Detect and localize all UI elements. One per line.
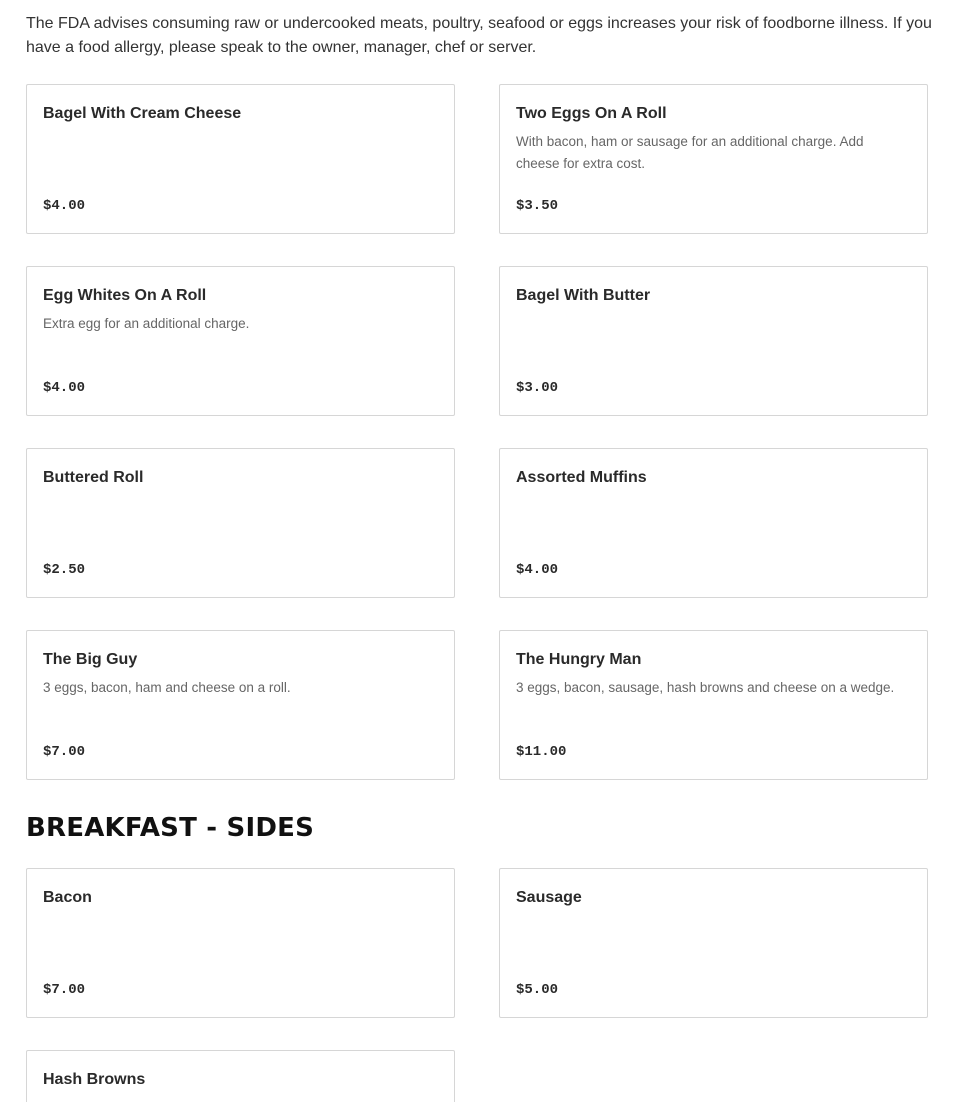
menu-item-price: $4.00 bbox=[43, 198, 86, 214]
menu-item-price: $4.00 bbox=[43, 380, 86, 396]
menu-item-name: Sausage bbox=[516, 889, 582, 906]
menu-item-price: $3.50 bbox=[516, 198, 559, 214]
menu-item-hash-browns[interactable] bbox=[26, 1050, 455, 1102]
menu-item-description: Extra egg for an additional charge. bbox=[43, 316, 250, 331]
menu-item-the-hungry-man[interactable] bbox=[499, 630, 928, 780]
menu-item-name: Bacon bbox=[43, 889, 92, 906]
menu-item-description: With bacon, ham or sausage for an additional charge. Add cheese for extra cost. bbox=[516, 134, 864, 171]
menu-item-two-eggs-on-a-roll[interactable] bbox=[499, 84, 928, 234]
menu-item-assorted-muffins[interactable] bbox=[499, 448, 928, 598]
menu-item-description: 3 eggs, bacon, ham and cheese on a roll. bbox=[43, 680, 291, 695]
menu-item-price: $7.00 bbox=[43, 982, 86, 998]
menu-item-buttered-roll[interactable] bbox=[26, 448, 455, 598]
section-title-breakfast-sides: BREAKFAST - SIDES bbox=[26, 813, 314, 843]
menu-item-bagel-with-cream-cheese[interactable] bbox=[26, 84, 455, 234]
menu-item-name: Two Eggs On A Roll bbox=[516, 105, 667, 122]
menu-item-name: Bagel With Butter bbox=[516, 287, 651, 304]
menu-item-the-big-guy[interactable] bbox=[26, 630, 455, 780]
menu-item-price: $3.00 bbox=[516, 380, 559, 396]
menu-item-bacon[interactable] bbox=[26, 868, 455, 1018]
menu-item-name: Egg Whites On A Roll bbox=[43, 287, 207, 304]
menu-item-name: The Hungry Man bbox=[516, 651, 642, 668]
menu-item-price: $2.50 bbox=[43, 562, 86, 578]
menu-item-name: The Big Guy bbox=[43, 651, 138, 668]
menu-item-price: $5.00 bbox=[516, 982, 559, 998]
menu-item-name: Hash Browns bbox=[43, 1071, 146, 1088]
menu-item-name: Assorted Muffins bbox=[516, 469, 647, 486]
menu-item-bagel-with-butter[interactable] bbox=[499, 266, 928, 416]
menu-item-sausage[interactable] bbox=[499, 868, 928, 1018]
menu-item-price: $11.00 bbox=[516, 744, 567, 760]
menu-item-price: $4.00 bbox=[516, 562, 559, 578]
fda-disclaimer: The FDA advises consuming raw or undercooked meats, poultry, seafood or eggs increases your risk of foodborne illness. If you have a food allergy, please speak to the owner, manager, chef or server. bbox=[26, 15, 932, 56]
menu-item-description: 3 eggs, bacon, sausage, hash browns and cheese on a wedge. bbox=[516, 680, 895, 695]
menu-item-name: Bagel With Cream Cheese bbox=[43, 105, 242, 122]
menu-item-name: Buttered Roll bbox=[43, 469, 144, 486]
menu-item-price: $7.00 bbox=[43, 744, 86, 760]
menu-item-egg-whites-on-a-roll[interactable] bbox=[26, 266, 455, 416]
